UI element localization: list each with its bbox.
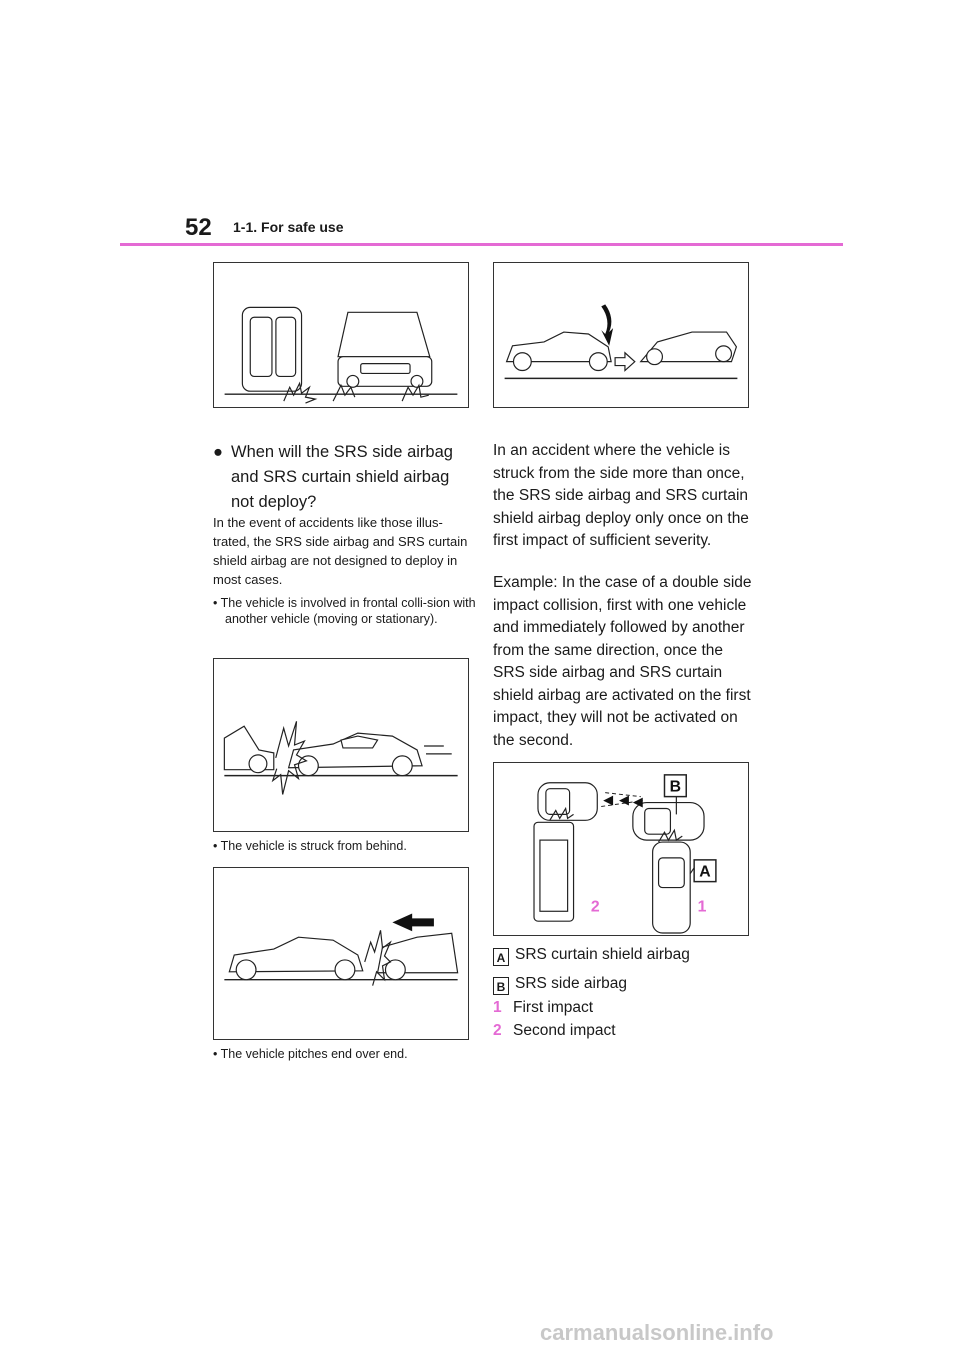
double-side-impact-figure	[493, 762, 749, 936]
legend-text: SRS side airbag	[515, 975, 628, 992]
label-2: 2	[590, 898, 600, 916]
section-heading	[213, 440, 475, 515]
bullet-rear: • The vehicle is struck from behind.	[213, 839, 407, 853]
frontal-collision-figure	[213, 658, 469, 832]
bullet-text: The vehicle is involved in frontal colli-sion with another vehicle (moving or stationary).	[220, 596, 476, 626]
side-impact-paragraph: In an accident where the vehicle is struck from the side more than once, the SRS side airbag and SRS curtain shield airbag deploy only once on the first impact of sufficient severity.	[493, 442, 749, 549]
legend-text: Second impact	[513, 1022, 616, 1039]
bullet-text: The vehicle is struck from behind.	[220, 839, 407, 853]
bullet-pitch: • The vehicle pitches end over end.	[213, 1047, 408, 1061]
label-1: 1	[697, 898, 707, 916]
page-number: 52	[185, 214, 212, 241]
legend-key-box: B	[493, 977, 509, 995]
legend-row-2	[493, 1021, 616, 1041]
header-divider	[120, 243, 843, 246]
example-paragraph: Example: In the case of a double side impact collision, first with one vehicle and immediately followed by another from the same direction, once the SRS side airbag and SRS curtain shield airbag are activated on the first impact, they will not be activated on the second.	[493, 574, 752, 749]
legend-text: First impact	[513, 999, 594, 1016]
legend-text: SRS curtain shield airbag	[515, 946, 690, 963]
bullet-frontal: • The vehicle is involved in frontal colli-sion with another vehicle (moving or stationary).	[213, 596, 476, 626]
legend-number: 1	[493, 999, 502, 1016]
bullet-dot-icon: ●	[213, 443, 223, 461]
label-b: B	[669, 778, 682, 796]
legend-number: 2	[493, 1022, 502, 1039]
frontal-collision-illustration	[214, 659, 468, 831]
rollover-figure	[213, 262, 469, 408]
legend-row-1	[493, 998, 593, 1018]
legend-key-box: A	[493, 948, 509, 966]
watermark: carmanualsonline.info	[540, 1320, 774, 1345]
label-a: A	[699, 863, 711, 881]
rollover-illustration	[214, 263, 468, 407]
rear-collision-figure	[213, 867, 469, 1040]
double-side-impact-illustration	[494, 763, 748, 935]
rear-collision-illustration	[214, 868, 468, 1039]
heading-text: When will the SRS side airbag and SRS curtain shield airbag not deploy?	[231, 443, 453, 511]
side-impact-sequence-figure	[493, 262, 749, 408]
intro-paragraph: In the event of accidents like those illus-trated, the SRS side airbag and SRS curtain shield airbag are not designed to deploy in most cases.	[213, 515, 468, 587]
section-title: 1-1. For safe use	[233, 219, 344, 235]
bullet-text: The vehicle pitches end over end.	[220, 1047, 408, 1061]
legend-row-a	[493, 945, 690, 966]
legend-row-b	[493, 974, 627, 995]
side-impact-sequence-illustration	[494, 263, 748, 407]
